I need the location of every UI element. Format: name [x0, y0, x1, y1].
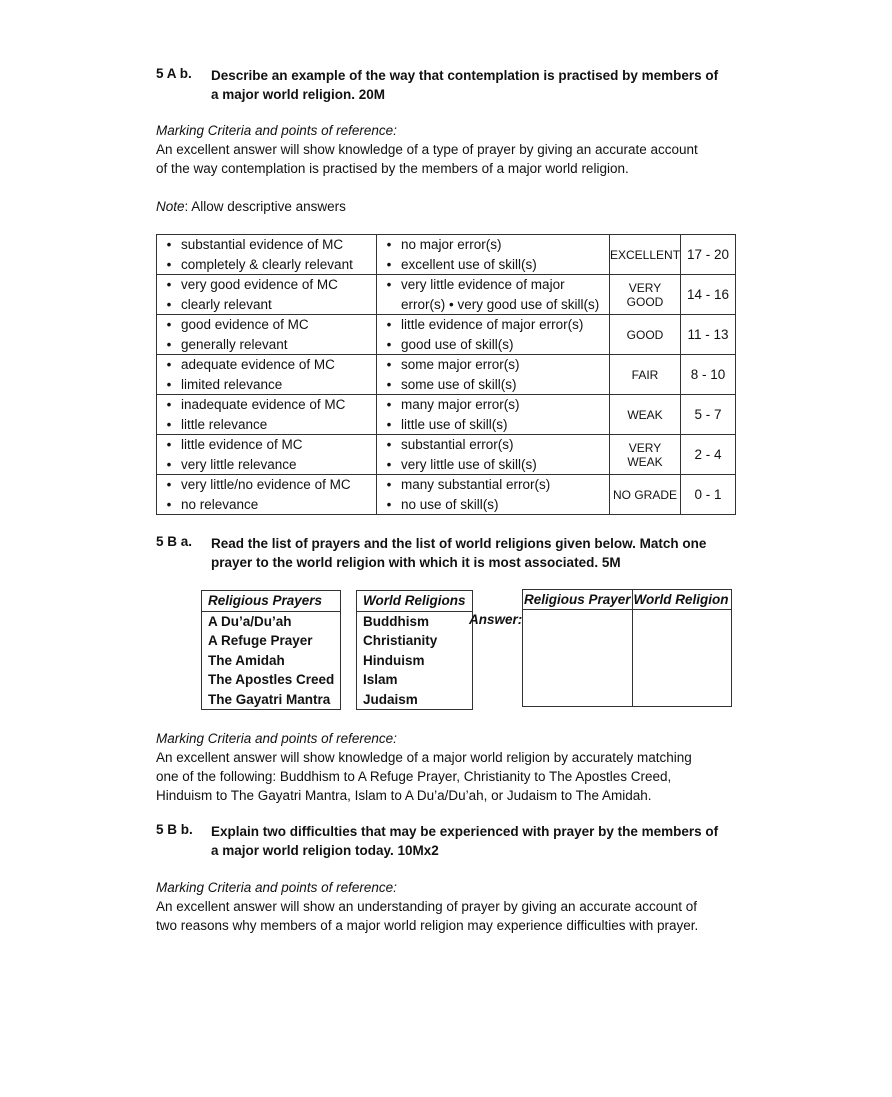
question-5ba-number: 5 B a. — [156, 534, 193, 549]
bullet-text: little evidence of major error(s) — [401, 317, 584, 332]
error-cell — [377, 355, 610, 395]
bullet-text: no major error(s) — [401, 237, 502, 252]
religion-item: Hinduism — [357, 651, 473, 671]
bullet-icon: • — [386, 256, 392, 272]
bullet-line — [377, 255, 609, 275]
question-5ba-criteria — [156, 729, 692, 805]
bullet-text: substantial evidence of MC — [181, 237, 344, 252]
question-5ab-line2: a major world religion. 20M — [211, 87, 386, 102]
marking-row — [157, 235, 736, 275]
question-5bb-line1: Explain two difficulties that may be experienced with prayer by the members of — [211, 824, 719, 839]
bullet-icon: • — [386, 437, 392, 452]
note-label: Note — [156, 199, 185, 214]
bullet-line — [377, 335, 609, 355]
bullet-line — [377, 375, 609, 395]
criteria-cell — [157, 475, 377, 515]
criteria-line: two reasons why members of a major world religion may experience difficulties with prayer. — [156, 918, 699, 933]
bullet-line — [377, 395, 609, 415]
bullet-text: very good evidence of MC — [181, 277, 338, 292]
bullet-text: excellent use of skill(s) — [401, 256, 537, 272]
grade-cell: WEAK — [610, 395, 681, 435]
bullet-line — [377, 475, 609, 495]
answer-table — [522, 589, 732, 707]
bullet-icon: • — [166, 416, 172, 432]
range-cell: 11 - 13 — [681, 315, 736, 355]
bullet-icon: • — [166, 437, 172, 452]
criteria-cell — [157, 235, 377, 275]
bullet-line — [377, 315, 609, 335]
bullet-line — [157, 375, 376, 395]
bullet-text: no use of skill(s) — [401, 496, 499, 512]
bullet-icon: • — [166, 277, 172, 292]
bullet-icon: • — [386, 496, 392, 512]
marking-row — [157, 475, 736, 515]
error-cell — [377, 275, 610, 315]
criteria-line: Hinduism to The Gayatri Mantra, Islam to A Du’a/Du’ah, or Judaism to The Amidah. — [156, 788, 652, 803]
range-cell: 0 - 1 — [681, 475, 736, 515]
bullet-text: very little/no evidence of MC — [181, 477, 351, 492]
range-cell: 8 - 10 — [681, 355, 736, 395]
criteria-line: of the way contemplation is practised by the members of a major world religion. — [156, 161, 629, 176]
prayer-item: The Amidah — [202, 651, 341, 671]
bullet-line — [157, 435, 376, 455]
prayer-item: A Du’a/Du’ah — [202, 611, 341, 631]
range-cell: 5 - 7 — [681, 395, 736, 435]
criteria-line: one of the following: Buddhism to A Refuge Prayer, Christianity to The Apostles Creed, — [156, 769, 672, 784]
bullet-text: no relevance — [181, 496, 259, 512]
religion-item: Buddhism — [357, 611, 473, 631]
grade-cell: GOOD — [610, 315, 681, 355]
bullet-text: very little use of skill(s) — [401, 456, 537, 472]
religion-item: Islam — [357, 670, 473, 690]
bullet-line — [157, 235, 376, 255]
bullet-text: little evidence of MC — [181, 437, 303, 452]
bullet-text: adequate evidence of MC — [181, 357, 335, 372]
bullet-text: good use of skill(s) — [401, 336, 514, 352]
error-cell — [377, 435, 610, 475]
bullet-icon: • — [386, 397, 392, 412]
bullet-icon: • — [386, 336, 392, 352]
error-cell — [377, 395, 610, 435]
bullet-icon: • — [386, 317, 392, 332]
question-5ab-text — [211, 66, 718, 104]
marking-row — [157, 395, 736, 435]
prayer-item: A Refuge Prayer — [202, 631, 341, 651]
question-5bb-criteria — [156, 878, 698, 935]
religion-item: Judaism — [357, 690, 473, 710]
bullet-line — [157, 395, 376, 415]
bullet-icon: • — [166, 477, 172, 492]
criteria-heading: Marking Criteria and points of reference: — [156, 731, 397, 746]
bullet-icon: • — [166, 357, 172, 372]
bullet-icon: • — [386, 376, 392, 392]
bullet-text: clearly relevant — [181, 296, 272, 312]
religious-prayers-list — [201, 590, 341, 710]
criteria-cell — [157, 275, 377, 315]
note — [156, 197, 346, 216]
criteria-heading: Marking Criteria and points of reference: — [156, 880, 397, 895]
bullet-line — [377, 495, 609, 515]
question-5bb-line2: a major world religion today. 10Mx2 — [211, 843, 439, 858]
bullet-icon: • — [386, 237, 392, 252]
bullet-icon: • — [166, 496, 172, 512]
bullet-icon: • — [166, 336, 172, 352]
bullet-line — [157, 295, 376, 315]
criteria-heading: Marking Criteria and points of reference: — [156, 123, 397, 138]
bullet-icon: • — [166, 256, 172, 272]
criteria-cell — [157, 395, 377, 435]
error-cell — [377, 475, 610, 515]
bullet-text: many substantial error(s) — [401, 477, 551, 492]
bullet-text: very little evidence of major — [401, 277, 565, 292]
bullet-line — [157, 475, 376, 495]
bullet-line — [157, 335, 376, 355]
answer-col-religion: World Religion — [632, 590, 731, 610]
grade-cell: FAIR — [610, 355, 681, 395]
marking-criteria-table — [156, 234, 736, 515]
prayer-item: The Gayatri Mantra — [202, 690, 341, 710]
bullet-text: some use of skill(s) — [401, 376, 517, 392]
grade-cell: NO GRADE — [610, 475, 681, 515]
criteria-cell — [157, 355, 377, 395]
bullet-line — [377, 435, 609, 455]
bullet-text: completely & clearly relevant — [181, 256, 353, 272]
bullet-icon: • — [386, 277, 392, 292]
bullet-text: error(s) • very good use of skill(s) — [401, 296, 600, 312]
question-5bb-text — [211, 822, 718, 860]
question-5ab-line1: Describe an example of the way that contemplation is practised by members of — [211, 68, 719, 83]
bullet-line — [377, 355, 609, 375]
answer-cell-prayer[interactable] — [523, 610, 633, 707]
bullet-text: little relevance — [181, 416, 268, 432]
marking-row — [157, 315, 736, 355]
religion-item: Christianity — [357, 631, 473, 651]
range-cell: 17 - 20 — [681, 235, 736, 275]
religions-header: World Religions — [357, 591, 473, 612]
bullet-line — [157, 255, 376, 275]
bullet-line — [157, 415, 376, 435]
grade-cell: EXCELLENT — [610, 235, 681, 275]
question-5ab-number: 5 A b. — [156, 66, 192, 81]
question-5ab-criteria — [156, 121, 698, 178]
bullet-text: some major error(s) — [401, 357, 520, 372]
range-cell: 14 - 16 — [681, 275, 736, 315]
bullet-line — [377, 415, 609, 435]
bullet-text: little use of skill(s) — [401, 416, 508, 432]
bullet-line — [377, 235, 609, 255]
bullet-icon: • — [166, 397, 172, 412]
world-religions-list — [356, 590, 473, 710]
answer-label: Answer: — [469, 612, 523, 627]
bullet-icon: • — [166, 317, 172, 332]
bullet-icon: • — [386, 416, 392, 432]
bullet-text: generally relevant — [181, 336, 288, 352]
range-cell: 2 - 4 — [681, 435, 736, 475]
bullet-icon: • — [166, 376, 172, 392]
question-5ba-line2: prayer to the world religion with which it is most associated. 5M — [211, 555, 621, 570]
bullet-line — [377, 455, 609, 475]
bullet-text: many major error(s) — [401, 397, 520, 412]
question-5ba-line1: Read the list of prayers and the list of world religions given below. Match one — [211, 536, 707, 551]
question-5ba-text — [211, 534, 706, 572]
bullet-line — [157, 315, 376, 335]
note-text: : Allow descriptive answers — [184, 199, 346, 214]
prayers-header: Religious Prayers — [202, 591, 341, 612]
error-cell — [377, 315, 610, 355]
question-5bb-number: 5 B b. — [156, 822, 193, 837]
bullet-text: substantial error(s) — [401, 437, 514, 452]
answer-cell-religion[interactable] — [632, 610, 731, 707]
bullet-text: limited relevance — [181, 376, 283, 392]
criteria-cell — [157, 435, 377, 475]
criteria-line: An excellent answer will show an understanding of prayer by giving an accurate account of — [156, 899, 698, 914]
bullet-text: good evidence of MC — [181, 317, 309, 332]
criteria-line: An excellent answer will show knowledge of a major world religion by accurately matching — [156, 750, 692, 765]
bullet-line — [377, 275, 609, 295]
bullet-line — [157, 275, 376, 295]
bullet-line — [157, 455, 376, 475]
prayer-item: The Apostles Creed — [202, 670, 341, 690]
marking-row — [157, 435, 736, 475]
grade-cell: VERY GOOD — [610, 275, 681, 315]
bullet-icon: • — [386, 477, 392, 492]
bullet-icon: • — [386, 456, 392, 472]
grade-cell: VERY WEAK — [610, 435, 681, 475]
bullet-text: inadequate evidence of MC — [181, 397, 346, 412]
bullet-icon: • — [166, 296, 172, 312]
marking-row — [157, 275, 736, 315]
bullet-line — [377, 295, 609, 315]
bullet-icon — [377, 295, 401, 315]
error-cell — [377, 235, 610, 275]
marking-row — [157, 355, 736, 395]
bullet-icon: • — [166, 456, 172, 472]
bullet-icon: • — [166, 237, 172, 252]
criteria-line: An excellent answer will show knowledge of a type of prayer by giving an accurate account — [156, 142, 698, 157]
bullet-icon: • — [386, 357, 392, 372]
bullet-line — [157, 495, 376, 515]
bullet-line — [157, 355, 376, 375]
bullet-text: very little relevance — [181, 456, 297, 472]
criteria-cell — [157, 315, 377, 355]
answer-col-prayer: Religious Prayer — [523, 590, 633, 610]
